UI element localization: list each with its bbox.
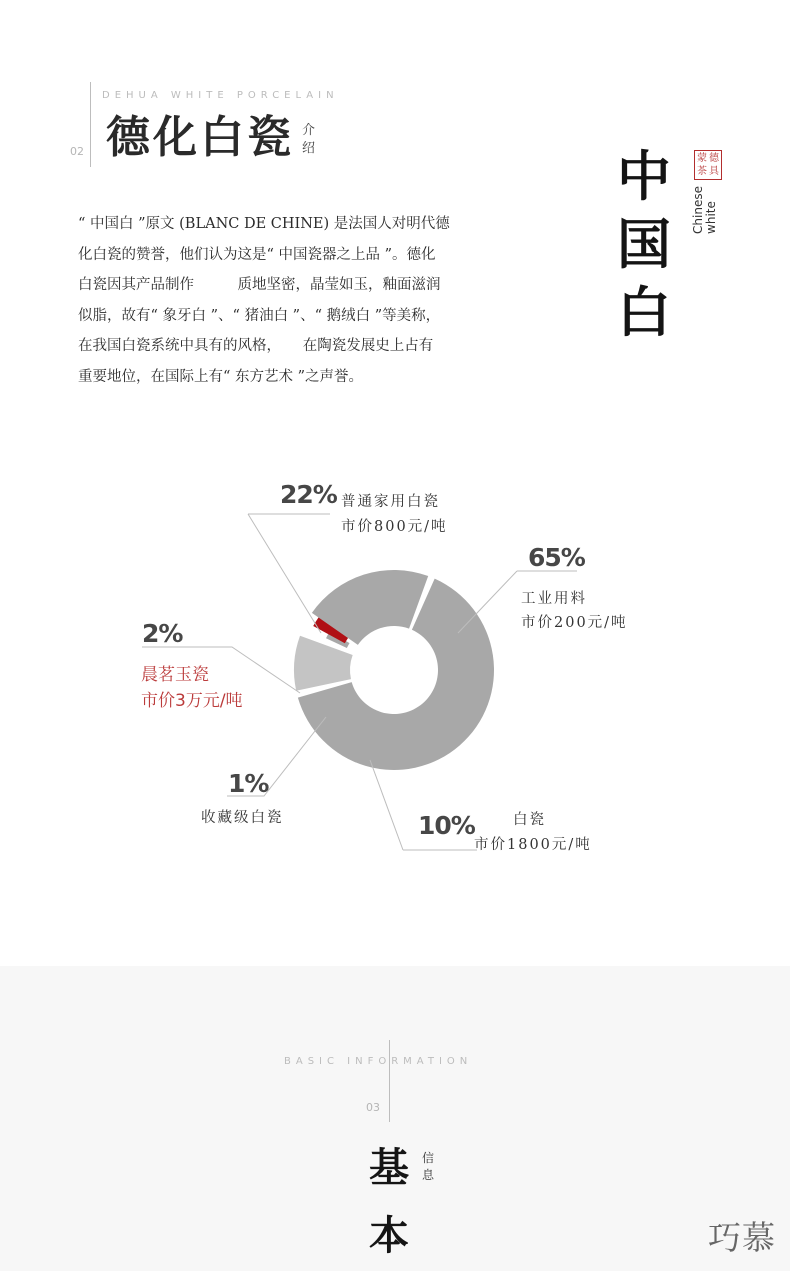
- side-vertical-title: [614, 142, 674, 346]
- basic-title: [366, 1134, 412, 1270]
- section-title-suffix: 介绍: [302, 123, 316, 156]
- label-price-65: 市价200元/吨: [521, 615, 628, 631]
- section-title: 德化白瓷: [106, 112, 294, 163]
- section-eyebrow: DEHUA WHITE PORCELAIN: [102, 90, 339, 101]
- label-price-2: 市价3万元/吨: [141, 691, 243, 711]
- basic-divider-line: [389, 1040, 390, 1122]
- brand-logo-text: 巧慕: [708, 1218, 776, 1257]
- side-english-label: Chinese white: [691, 186, 718, 234]
- intro-paragraph: “ 中国白 ”原文 (BLANC DE CHINE) 是法国人对明代德 化白瓷的赞誉，他们认为这是“ 中国瓷器之上品 ”。德化 白瓷因其产品制作 质地坚密，晶莹如玉，釉面滋润 似脂，故有“ 象牙白 ”、“ 猪油白 ”、“ 鹅绒白 ”等美称， 在我国白瓷系统中具有的风格， 在陶瓷发展史上占有 重要地位，在国际上有“ 东方艺术 ”之声誉。: [78, 216, 450, 385]
- section-number: 02: [70, 145, 84, 158]
- label-price-22: 市价800元/吨: [341, 519, 448, 535]
- seal-char: 茶: [697, 165, 707, 177]
- label-pct-2: 2%: [142, 619, 183, 648]
- side-title-char: 国: [617, 212, 671, 276]
- label-name-22: 普通家用白瓷: [341, 494, 440, 510]
- basic-eyebrow: BASIC INFORMATION: [284, 1056, 473, 1067]
- label-pct-65: 65%: [528, 543, 585, 572]
- seal-char: 具: [709, 165, 719, 177]
- basic-title-suffix: 信息: [422, 1151, 435, 1182]
- label-pct-1: 1%: [228, 769, 269, 798]
- label-name-65: 工业用料: [521, 591, 587, 607]
- side-title-char: 中: [617, 144, 671, 208]
- header-divider-line: [90, 82, 91, 167]
- label-pct-22: 22%: [280, 480, 337, 509]
- label-price-10: 市价1800元/吨: [474, 837, 592, 853]
- basic-title-char: 本: [369, 1212, 409, 1259]
- label-name-2: 晨茗玉瓷: [141, 665, 209, 685]
- seal-stamp: [694, 150, 722, 180]
- seal-char: 德: [709, 152, 719, 164]
- basic-title-char: 基: [369, 1144, 409, 1191]
- side-title-char: 白: [617, 280, 671, 344]
- seal-char: 蒙: [697, 152, 707, 164]
- label-pct-10: 10%: [418, 811, 475, 840]
- label-name-10: 白瓷: [513, 812, 546, 828]
- label-name-1: 收藏级白瓷: [201, 810, 284, 826]
- basic-section-number: 03: [366, 1101, 380, 1114]
